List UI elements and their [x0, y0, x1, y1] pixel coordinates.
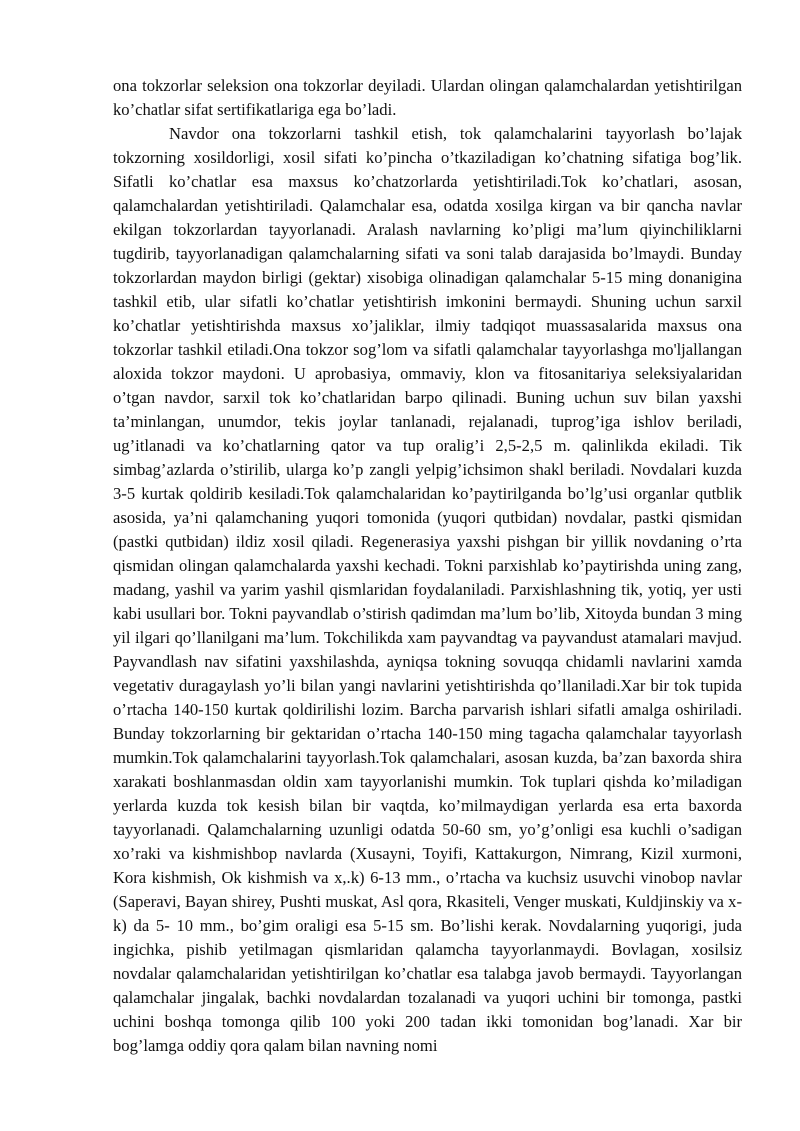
paragraph-1: ona tokzorlar seleksion ona tokzorlar deyiladi. Ulardan olingan qalamchalardan yetishtirilgan ko’chatlar sifat sertifikatlariga ega bo’ladi.	[113, 76, 742, 119]
paragraph-2: Navdor ona tokzorlarni tashkil etish, tok qalamchalarini tayyorlash bo’lajak tokzorning xosildorligi, xosil sifati ko’pincha o’tkaziladigan ko’chatning sifatiga bog’lik. Sifatli ko’chatlar esa maxsus ko’chatzorlarda yetishtiriladi.Tok ko’chatlari, asosan, qalamchalardan yetishtiriladi. Qalamchalar esa, odatda xosilga kirgan va bir qancha navlar ekilgan tokzorlardan tayyorlanadi. Aralash navlarning ko’pligi ma’lum qiyinchiliklarni tugdirib, tayyorlanadigan qalamchalarning sifati va soni talab darajasida bo’lmaydi. Bunday tokzorlardan maydon birligi (gektar) xisobiga olinadigan qalamchalar 5-15 ming donanigina tashkil etib, ular sifatli ko’chatlar yetishtirish imkonini bermaydi. Shuning uchun sarxil ko’chatlar yetishtirishda maxsus xo’jaliklar, ilmiy tadqiqot muassasalarida maxsus ona tokzorlar tashkil etiladi.Ona tokzor sog’lom va sifatli qalamchalar tayyorlashga mo'ljallangan aloxida tokzor maydoni. U aprobasiya, ommaviy, klon va fitosanitariya seleksiyalaridan o’tgan navdor, sarxil tok ko’chatlaridan barpo qilinadi. Buning uchun suv bilan yaxshi ta’minlangan, unumdor, tekis joylar tanlanadi, rejalanadi, tuprog’iga ishlov beriladi, ug’itlanadi va ko’chatlarning qator va tup oralig’i 2,5-2,5 m. qalinlikda ekiladi. Tik simbag’azlarda o’stirilib, ularga ko’p zangli yelpig’ichsimon shakl beriladi. Novdalari kuzda 3-5 kurtak qoldirib kesiladi.Tok qalamchalaridan ko’paytirilganda bo’lg’usi organlar qutblik asosida, ya’ni qalamchaning yuqori tomonida (yuqori qutbidan) novdalar, pastki qismidan (pastki qutbidan) ildiz xosil qiladi. Regenerasiya yaxshi pishgan bir yillik novdaning o’rta qismidan olingan qalamchalarda yaxshi kechadi. Tokni parxishlab ko’paytirishda uning zang, madang, yashil va yarim yashil qismlaridan foydalaniladi. Parxishlashning tik, yotiq, yer usti kabi usullari bor. Tokni payvandlab o’stirish qadimdan ma’lum bo’lib, Xitoyda bundan 3 ming yil ilgari qo’llanilgani ma’lum. Tokchilikda xam payvandtag va payvandust atamalari mavjud. Payvandlash nav sifatini yaxshilashda, ayniqsa tokning sovuqqa chidamli navlarini xamda vegetativ duragaylash yo’li bilan yangi navlarini yetishtirishda qo’llaniladi.Xar bir tok tupida o’rtacha 140-150 kurtak qoldirilishi lozim. Barcha parvarish ishlari sifatli amalga oshiriladi. Bunday tokzorlarning bir gektaridan o’rtacha 140-150 ming tagacha qalamchalar tayyorlash mumkin.Tok qalamchalarini tayyorlash.Tok qalamchalari, asosan kuzda, ba’zan baxorda shira xarakati boshlanmasdan oldin xam tayyorlanishi mumkin. Tok tuplari qishda ko’miladigan yerlarda kuzda tok kesish bilan bir vaqtda, ko’milmaydigan yerlarda esa erta baxorda tayyorlanadi. Qalamchalarning uzunligi odatda 50-60 sm, yo’g’onligi esa kuchli o’sadigan xo’raki va kishmishbop navlarda (Xusayni, Toyifi, Kattakurgon, Nimrang, Kizil xurmoni, Kora kishmish, Ok kishmish va x,.k) 6-13 mm., o’rtacha va kuchsiz usuvchi vinobop navlar (Saperavi, Bayan shirey, Pushti muskat, Asl qora, Rkasiteli, Venger muskati, Kuldjinskiy va x-k) da 5- 10 mm., bo’gim oraligi esa 5-15 sm. Bo’lishi kerak. Novdalarning yuqorigi, juda ingichka, pishib yetilmagan qismlaridan qalamcha tayyorlanmaydi. Bovlagan, xosilsiz novdalar qalamchalaridan yetishtirilgan ko’chatlar esa talabga javob bermaydi. Tayyorlangan qalamchalar jingalak, bachki novdalardan tozalanadi va yuqori uchini bir tomonga, pastki uchini boshqa tomonga qilib 100 yoki 200 tadan ikki tomonidan bog’lanadi. Xar bir bog’lamga oddiy qora qalam bilan navning nomi	[113, 124, 742, 1055]
document-page	[113, 74, 742, 1058]
